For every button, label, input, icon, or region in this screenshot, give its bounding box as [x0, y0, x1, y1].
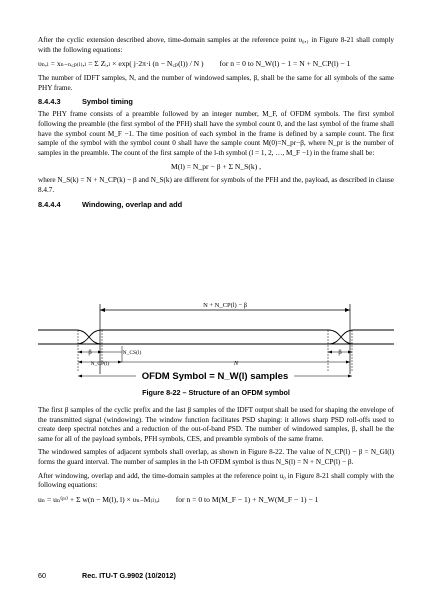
page-number: 60 [38, 571, 46, 580]
top-span-label: N + N_CP(l) − β [203, 302, 247, 309]
beta-left-label: β [88, 349, 92, 356]
top-span-arrow-left [100, 308, 105, 312]
symbol-count-paragraph: where N_S(k) = N + N_CP(k) − β and N_S(k) are different for symbols of the PFH and the, payload, as described in clause 8.4.7. [38, 176, 394, 194]
equation-cyclic-extension [38, 59, 394, 69]
beta-right-label: β [338, 349, 342, 356]
equation-condition: for n = 0 to M(M_F − 1) + N_W(M_F − 1) − 1 [175, 494, 319, 504]
overlap-paragraph: The windowed samples of adjacent symbols shall overlap, as shown in Figure 8-22. The value of N_CP(l) − β = N_GI(l) forms the guard interval. The number of samples in the l-th OFDM symbol is thus N_S(l) = N + N_CP(l) − β. [38, 448, 394, 466]
footer-title: Rec. ITU-T G.9902 (10/2012) [82, 571, 176, 580]
n-label: N [233, 360, 239, 367]
window-envelope-down [38, 330, 394, 344]
intro-paragraph: After the cyclic extension described above, time-domain samples at the reference point υ₀,₁ in Figure 8-21 shall comply with the following equations: [38, 36, 394, 54]
symbol-label: OFDM Symbol = N_W(l) samples [141, 371, 289, 382]
section-title: Windowing, overlap and add [82, 199, 183, 209]
equation-sample-count: M(l) = N_pr − β + Σ N_S(k) , [170, 162, 262, 172]
section-number: 8.4.4.4 [38, 199, 61, 209]
equation-overlap-add [38, 495, 394, 505]
figure-caption: Figure 8-22 – Structure of an OFDM symbol [142, 388, 290, 397]
section-title: Symbol timing [82, 97, 133, 107]
lower-body [38, 406, 394, 510]
windowing-paragraph: The first β samples of the cyclic prefix and the last β samples of the IDFT output shall be used for shaping the envelope of the transmitted signal (windowing). The window function facilitates PSD shaping: it allows sharp PSD roll-offs used to create deep spectral notches and a reduction of the out-of-band PSD. The number of windowed samples, β, shall be the same for all of the payload symbols, PFH symbols, CES, and preamble symbols of the same frame. [38, 406, 394, 443]
symbol-timing-paragraph: The PHY frame consists of a preamble followed by an integer number, M_F, of OFDM symbols. The first symbol following the preamble (the first symbol of the PFH) shall have the symbol count 0, and the last symbol of the frame shall have the symbol count M_F −1. The time position of each symbol in the frame is defined by a sample count. The first sample of the symbol with the symbol count 0 shall have the sample count M(0)=N_pr−β, where N_pr is the number of samples in the preamble. The count of the first sample of the l-th symbol (l = 1, 2, …, M_F −1) in the frame shall be: [38, 110, 394, 157]
ncs-label: N_CS(l) [122, 350, 142, 356]
top-span-arrow-right [345, 308, 350, 312]
section-heading-symbol-timing [38, 97, 394, 106]
idft-paragraph: The number of IDFT samples, N, and the number of windowed samples, β, shall be the same for all symbols of the same PHY frame. [38, 74, 394, 92]
ofdm-symbol-figure [38, 300, 394, 392]
ncp-label: N_CP(l) [90, 361, 110, 367]
equation-condition: for n = 0 to N_W(l) − 1 = N + N_CP(l) − 1 [219, 59, 351, 69]
page-footer [38, 571, 394, 580]
equation-expression: υₙ,ₗ = xₙ₋ₙ꜀ₚ₍ₗ₎,ₗ = Σ Zᵢ,ₗ × exp( j·2π·i (n − N꜀ₚ(l)) / N ) [38, 59, 204, 69]
section-number: 8.4.4.3 [38, 97, 61, 107]
section-heading-windowing [38, 200, 394, 209]
ofdm-symbol-diagram [38, 300, 394, 392]
page-body [38, 36, 394, 213]
equation-expression: uₙ = uₙ⁽ᵖʳ⁾ + Σ w(n − M(l), l) × υₙ₋M₍ₗ₎,ₗ [38, 494, 160, 504]
reference-point-paragraph: After windowing, overlap and add, the time-domain samples at the reference point u₀ in Figure 8-21 shall comply with the following equations: [38, 471, 394, 490]
